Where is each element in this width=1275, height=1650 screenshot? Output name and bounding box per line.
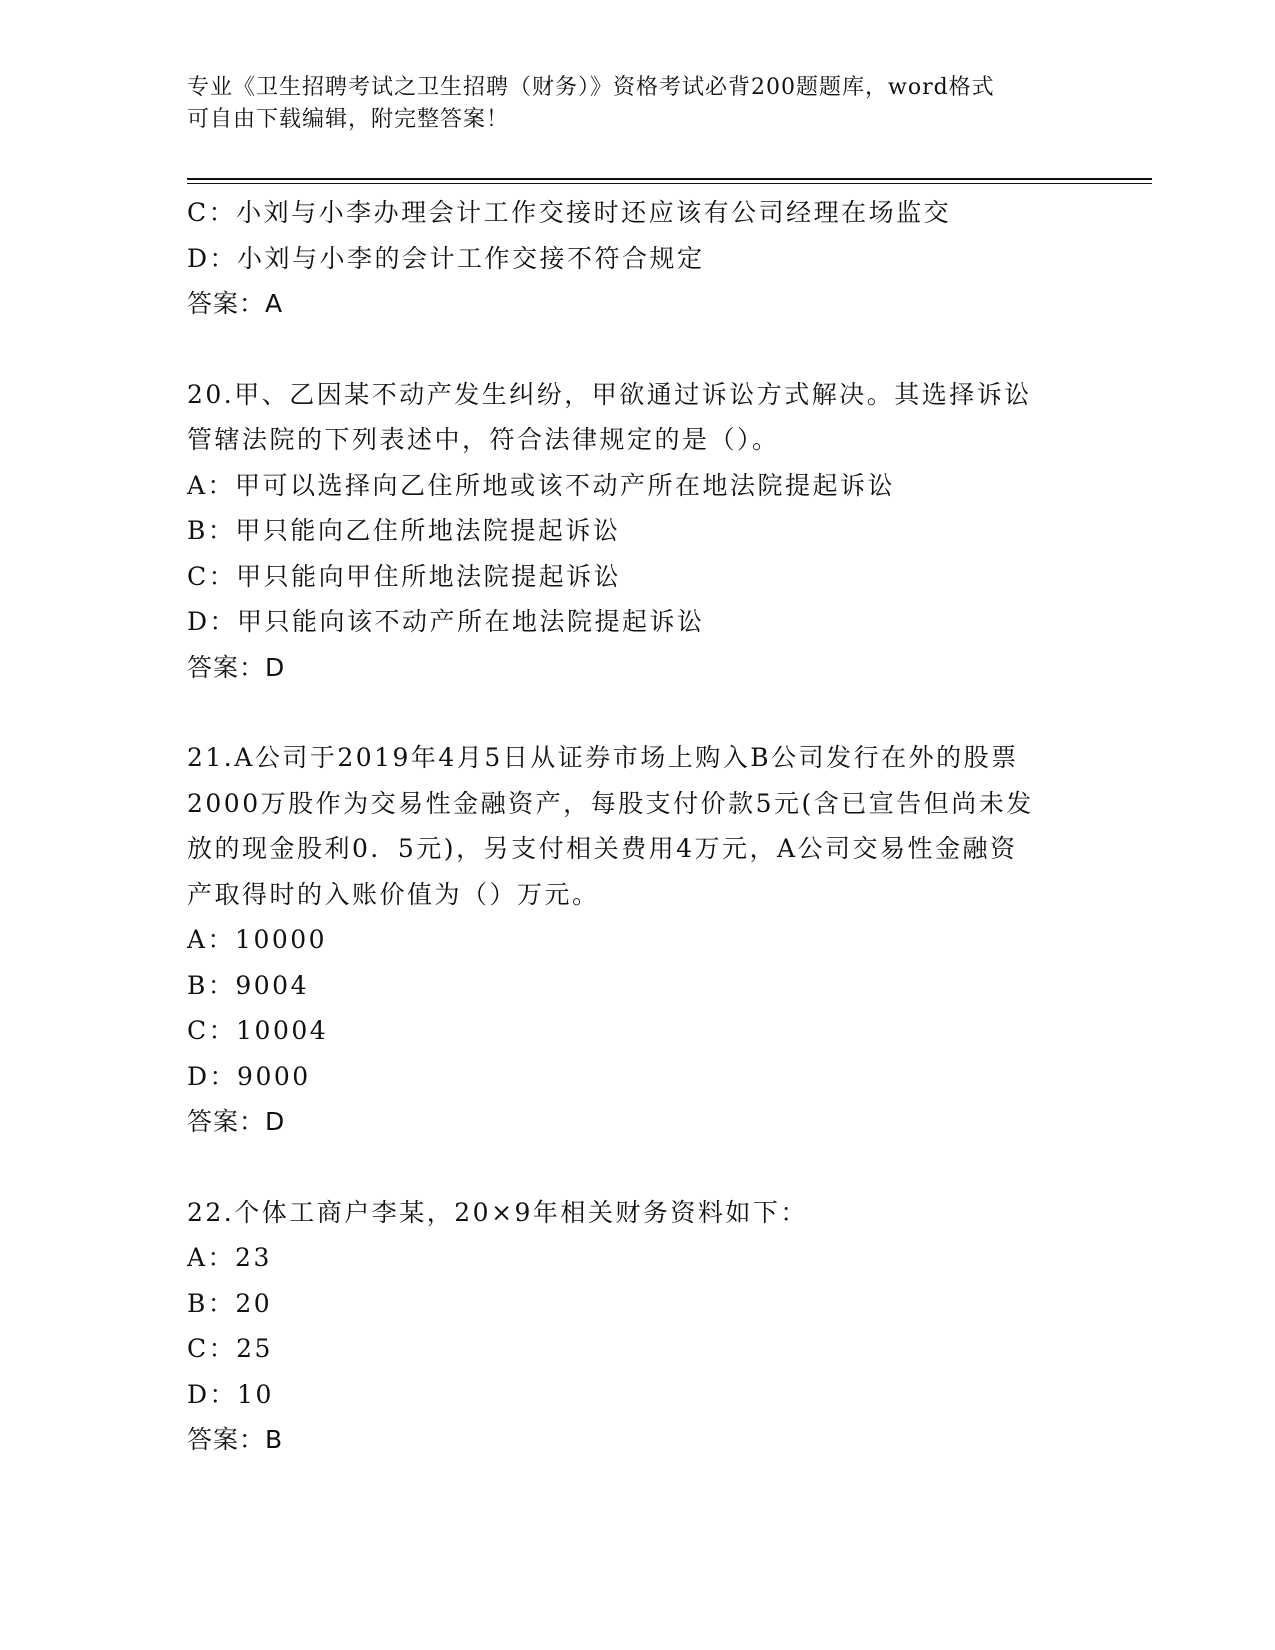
question-content: [187, 190, 1087, 1463]
question-stem: 放的现金股利0．5元)，另支付相关费用4万元，A公司交易性金融资: [187, 834, 1018, 863]
option-a: A：甲可以选择向乙住所地或该不动产所在地法院提起诉讼: [187, 470, 896, 500]
option-c: C：25: [187, 1334, 273, 1363]
option-c: C：小刘与小李办理会计工作交接时还应该有公司经理在场监交: [187, 198, 952, 227]
header-divider-thick: [187, 178, 1152, 180]
question-22: [187, 1190, 1087, 1463]
header-title-line-1: 专业《卫生招聘考试之卫生招聘（财务）》资格考试必背200题题库，word格式: [187, 75, 995, 100]
header-title-line-2: 可自由下载编辑，附完整答案！: [187, 107, 510, 132]
header-divider-thin: [187, 183, 1152, 184]
question-19-tail: [187, 190, 1087, 327]
question-stem: 管辖法院的下列表述中，符合法律规定的是（）。: [187, 425, 780, 454]
option-b: B：9004: [187, 970, 309, 1000]
option-d: D：小刘与小李的会计工作交接不符合规定: [187, 243, 705, 273]
option-d: D：10: [187, 1379, 274, 1409]
question-stem: 2000万股作为交易性金融资产，每股支付价款5元(含已宣告但尚未发: [187, 788, 1034, 818]
answer-line: 答案：D: [187, 652, 286, 682]
option-a: A：23: [187, 1243, 272, 1272]
option-a: A：10000: [187, 925, 328, 954]
question-stem: 20.甲、乙因某不动产发生纠纷，甲欲通过诉讼方式解决。其选择诉讼: [187, 379, 1032, 409]
option-d: D：甲只能向该不动产所在地法院提起诉讼: [187, 607, 705, 636]
answer-line: 答案：D: [187, 1107, 286, 1136]
option-c: C：甲只能向甲住所地法院提起诉讼: [187, 561, 622, 591]
option-c: C：10004: [187, 1016, 329, 1045]
question-20: [187, 372, 1087, 691]
answer-line: 答案：A: [187, 289, 284, 318]
answer-line: 答案：B: [187, 1425, 284, 1454]
question-stem: 21.A公司于2019年4月5日从证券市场上购入B公司发行在外的股票: [187, 743, 1019, 772]
question-stem: 产取得时的入账价值为（）万元。: [187, 879, 600, 909]
document-header: [187, 72, 1067, 136]
option-b: B：20: [187, 1288, 273, 1318]
question-21: [187, 735, 1087, 1145]
option-b: B：甲只能向乙住所地法院提起诉讼: [187, 516, 621, 545]
option-d: D：9000: [187, 1061, 311, 1091]
question-stem: 22.个体工商户李某，20×9年相关财务资料如下：: [187, 1197, 808, 1227]
